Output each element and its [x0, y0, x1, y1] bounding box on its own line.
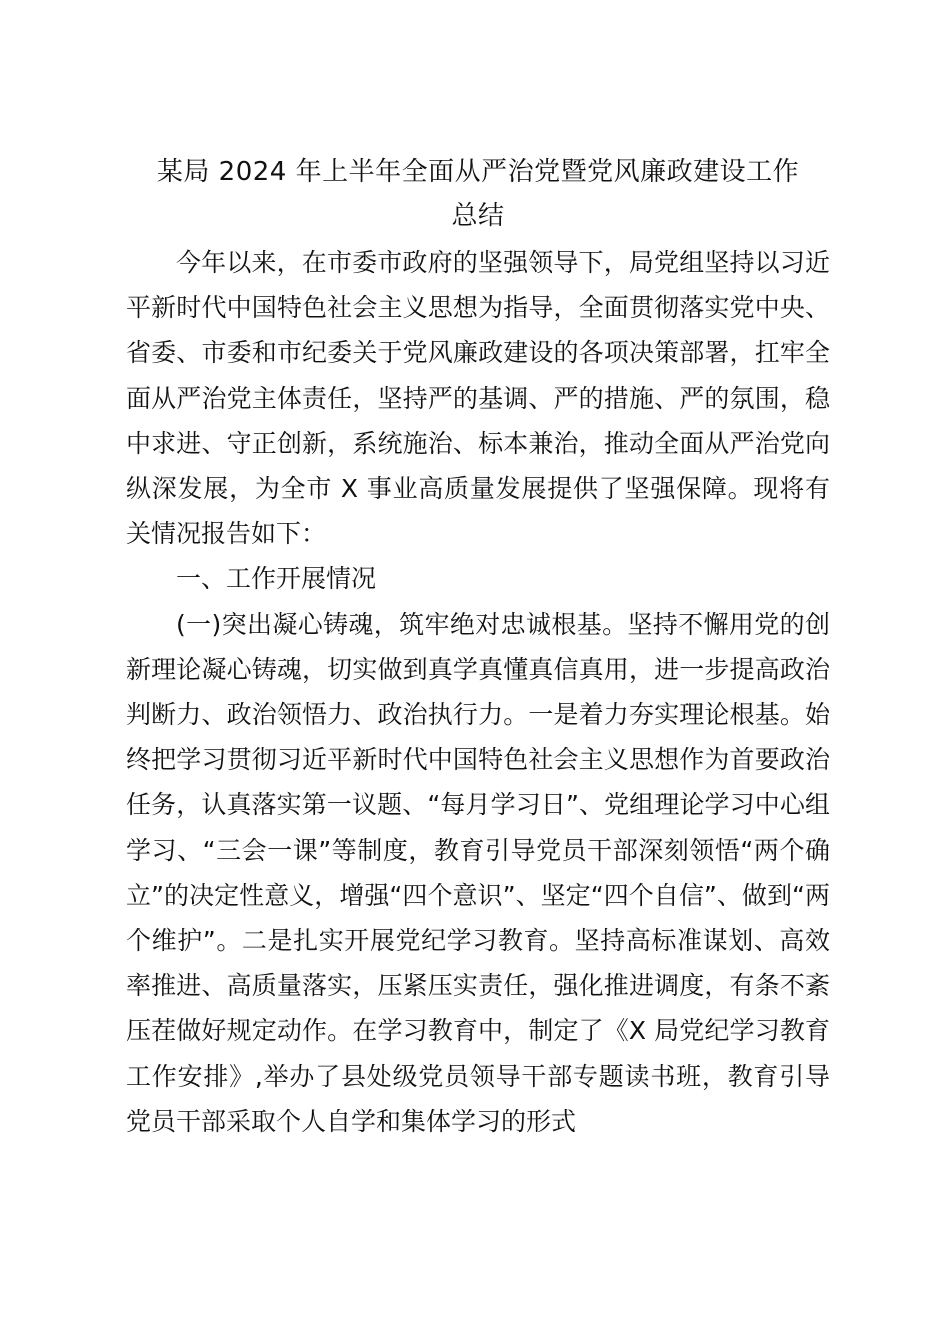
- intro-paragraph: 今年以来，在市委市政府的坚强领导下，局党组坚持以习近平新时代中国特色社会主义思想为指导，全面贯彻落实党中央、省委、市委和市纪委关于党风廉政建设的各项决策部署，扛牢全面从严治党主体责任，坚持严的基调、严的措施、严的氛围，稳中求进、守正创新，系统施治、标本兼治，推动全面从严治党向纵深发展，为全市 X 事业高质量发展提供了坚强保障。现将有关情况报告如下：: [126, 248, 830, 549]
- title-line-2: 总结: [451, 201, 505, 231]
- document-body: [126, 150, 830, 1144]
- section-1-heading: 一、工作开展情况: [176, 564, 377, 594]
- section-1-paragraph-1: (一)突出凝心铸魂，筑牢绝对忠诚根基。坚持不懈用党的创新理论凝心铸魂，切实做到真学真懂真信真用，进一步提高政治判断力、政治领悟力、政治执行力。一是着力夯实理论根基。始终把学习贯彻习近平新时代中国特色社会主义思想作为首要政治任务，认真落实第一议题、“每月学习日”、党组理论学习中心组学习、“三会一课”等制度，教育引导党员干部深刻领悟“两个确立”的决定性意义，增强“四个意识”、坚定“四个自信”、做到“两个维护”。二是扎实开展党纪学习教育。坚持高标准谋划、高效率推进、高质量落实，压紧压实责任，强化推进调度，有条不紊压茬做好规定动作。在学习教育中，制定了《X 局党纪学习教育工作安排》,举办了县处级党员领导干部专题读书班，教育引导党员干部采取个人自学和集体学习的形式: [126, 609, 830, 1136]
- document-title: [126, 150, 830, 238]
- title-line-1: 某局 2024 年上半年全面从严治党暨党风廉政建设工作: [156, 157, 800, 187]
